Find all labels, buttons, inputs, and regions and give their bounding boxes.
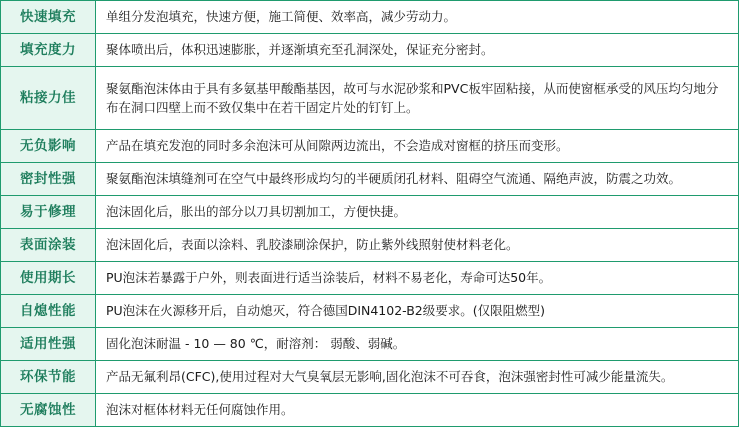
feature-label: 无腐蚀性	[1, 394, 96, 427]
feature-label: 无负影响	[1, 130, 96, 163]
feature-description: 聚氨酯泡沫体由于具有多氨基甲酸酯基因，故可与水泥砂浆和PVC板牢固粘接，从而使窗框承受的风压均匀地分布在洞口四壁上而不致仅集中在若干固定片处的钉钉上。	[96, 67, 739, 130]
feature-description: 单组分发泡填充，快速方便，施工简便、效率高，减少劳动力。	[96, 1, 739, 34]
table-row	[1, 196, 739, 229]
table-row	[1, 1, 739, 34]
feature-description: 泡沫固化后，表面以涂料、乳胶漆刷涂保护，防止紫外线照射使材料老化。	[96, 229, 739, 262]
feature-label: 快速填充	[1, 1, 96, 34]
feature-label: 填充度力	[1, 34, 96, 67]
table-row	[1, 394, 739, 427]
feature-label: 易于修理	[1, 196, 96, 229]
feature-description: 产品无氟利昂(CFC),使用过程对大气臭氧层无影响,固化泡沫不可吞食，泡沫强密封性可减少能量流失。	[96, 361, 739, 394]
table-row	[1, 130, 739, 163]
feature-description: 泡沫固化后，胀出的部分以刀具切割加工，方便快捷。	[96, 196, 739, 229]
feature-description: 固化泡沫耐温 - 10 — 80 ℃，耐溶剂： 弱酸、弱碱。	[96, 328, 739, 361]
feature-label: 环保节能	[1, 361, 96, 394]
table-row	[1, 229, 739, 262]
table-row	[1, 34, 739, 67]
feature-description: 聚氨酯泡沫填缝剂可在空气中最终形成均匀的半硬质闭孔材料、阻碍空气流通、隔绝声波，防震之功效。	[96, 163, 739, 196]
table-row	[1, 163, 739, 196]
feature-label: 适用性强	[1, 328, 96, 361]
feature-table-body	[1, 1, 739, 427]
table-row	[1, 295, 739, 328]
table-row	[1, 361, 739, 394]
feature-label: 粘接力佳	[1, 67, 96, 130]
feature-label: 自熄性能	[1, 295, 96, 328]
feature-label: 密封性强	[1, 163, 96, 196]
feature-description: 聚体喷出后，体积迅速膨胀，并逐渐填充至孔洞深处，保证充分密封。	[96, 34, 739, 67]
feature-description: 产品在填充发泡的同时多余泡沫可从间隙两边流出，不会造成对窗框的挤压而变形。	[96, 130, 739, 163]
feature-label: 使用期长	[1, 262, 96, 295]
feature-label: 表面涂装	[1, 229, 96, 262]
table-row	[1, 67, 739, 130]
table-row	[1, 262, 739, 295]
feature-description: 泡沫对框体材料无任何腐蚀作用。	[96, 394, 739, 427]
feature-description: PU泡沫在火源移开后，自动熄灭，符合德国DIN4102-B2级要求。(仅限阻燃型)	[96, 295, 739, 328]
table-row	[1, 328, 739, 361]
feature-description: PU泡沫若暴露于户外，则表面进行适当涂装后，材料不易老化，寿命可达50年。	[96, 262, 739, 295]
